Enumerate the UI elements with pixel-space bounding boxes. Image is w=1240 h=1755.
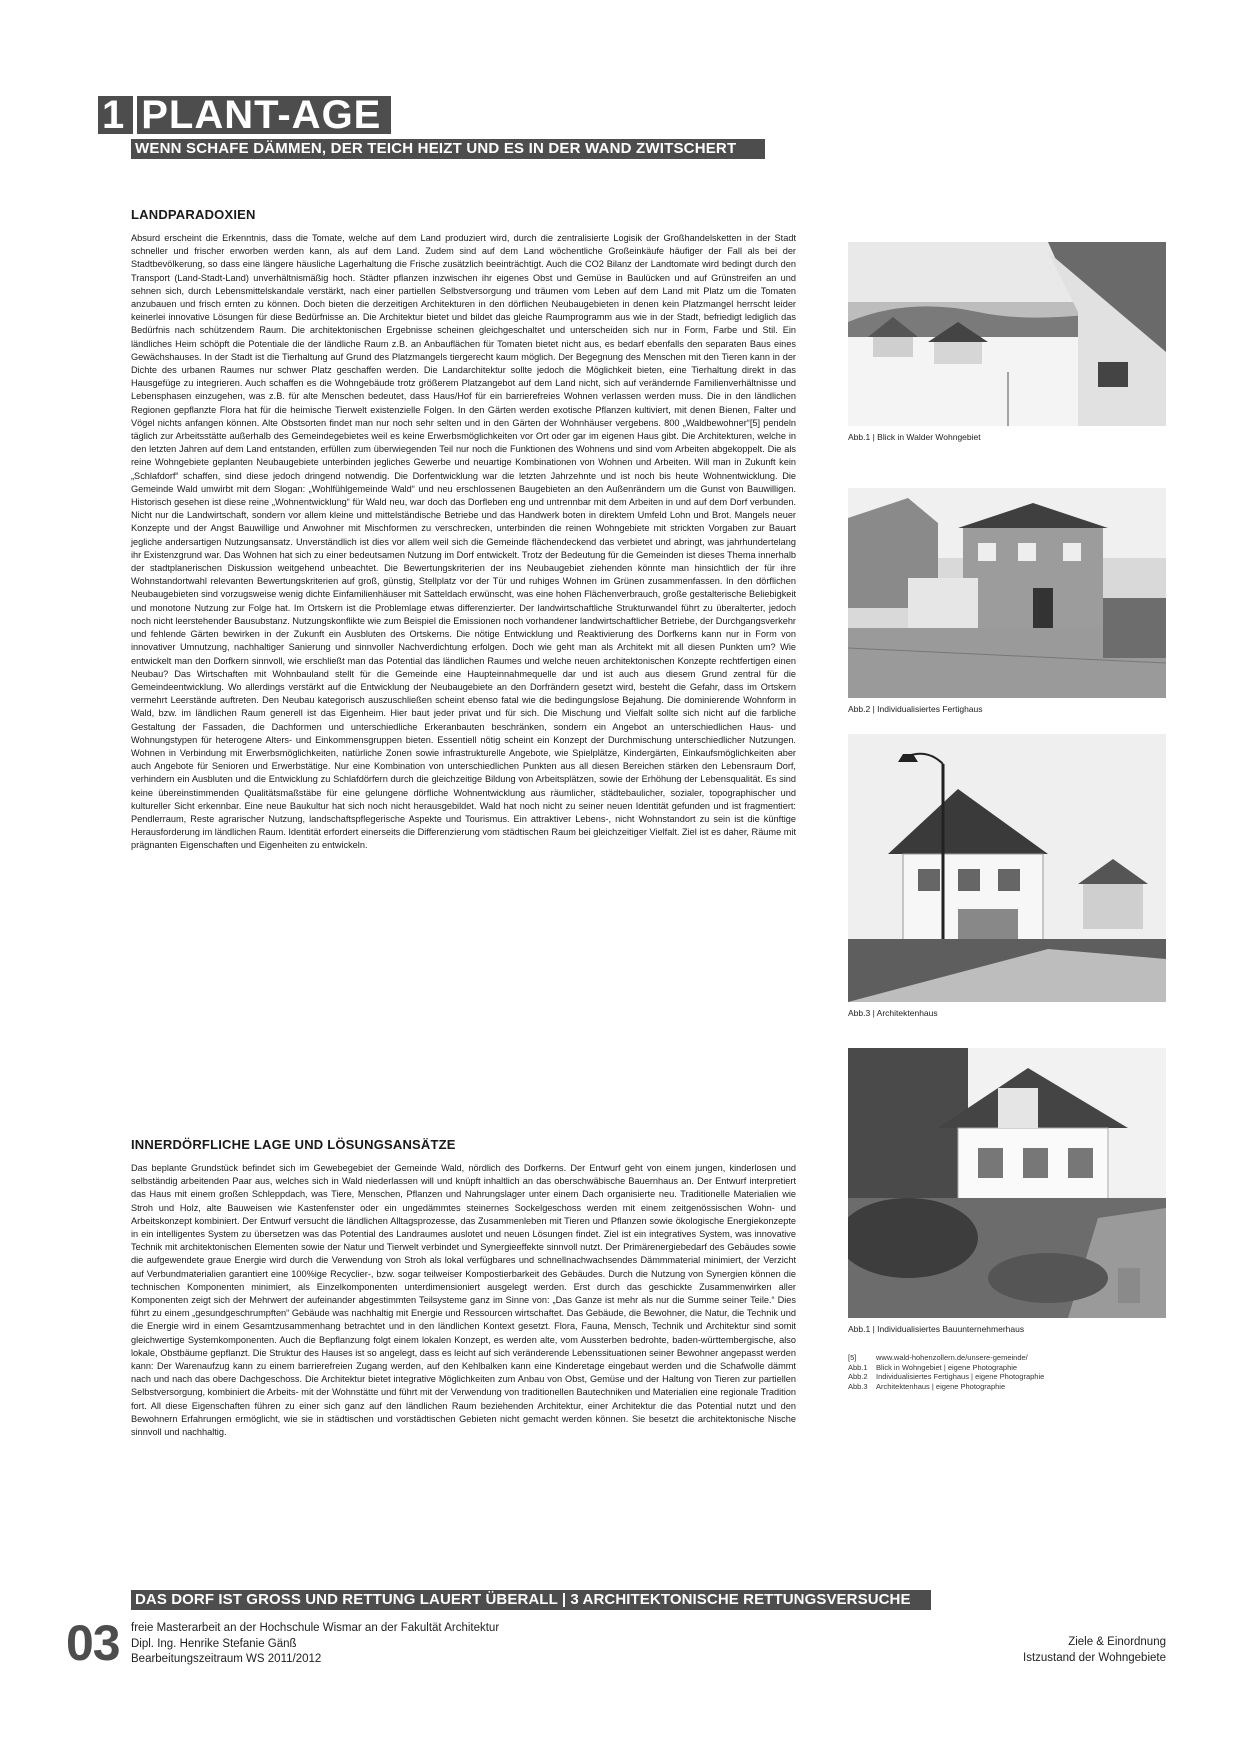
page-number: 03 [66, 1615, 120, 1671]
footer-author-line: Dipl. Ing. Henrike Stefanie Gänß [131, 1637, 297, 1650]
section-body-loesungsansaetze: Das beplante Grundstück befindet sich im Gewebegebiet der Gemeinde Wald, nördlich des Dorfkerns. Der Entwurf geht von einem jungen, kinderlosen und selbständig arbeitenden Paar aus, welches sich in Wald niederlassen will und knüpft inhaltlich an das oberschwäbische Bauernhaus an. Der Entwurf interpretiert das Haus mit einem großen Schleppdach, was Tiere, Menschen, Pflanzen und Nahrungslager unter einem Dach organisierte neu. Traditionelle Materialien wie Stroh und Holz, alte Bauweisen wie Kastenfenster oder ein ungedämmtes steinernes Sockelgeschoss werden mit einem zeitgenössischen Wohn- und Arbeitskonzept kombiniert. Der Entwurf versucht die ländlichen Alltagsprozesse, das Zusammenleben mit Tieren und Pflanzen sowie ökologische Energiekonzepte in ein intelligentes System zu übersetzen was das Potential des Landraumes auslotet und neuen Lösungen findet. Ziel ist ein integratives System, was innovative Technik mit architektonischen Elementen sowie der Natur und Tierwelt verbindet und Synergieeffekte sinnvoll nutzt. Der Primärenergiebedarf des Gebäudes sowie die aufgewendete graue Energie wird durch die Verwendung von Stroh als lokal verfügbares und schnellnachwachsendes Dämmmaterial minimiert, der Verzicht auf Verbundmaterialien garantiert eine 100%ige Recyclier-, bzw. sogar teilweiser Kompostierbarkeit des Gebäudes. Durch die Nutzung von Synergien können die technischen Komponenten minimiert, als Einzelkomponenten unterdimensioniert ausgelegt werden. Erst durch das geschickte Zusammenwirken aller Komponenten zeigt sich der Mehrwert der aufeinander abgestimmten Teilsysteme ganz im Sinne von: „Das Ganze ist mehr als nur die Summe seiner Teile.“ Dies führt zu einem „gesundgeschrumpften“ Gebäude was nachhaltig mit Energie und Ressourcen wirtschaftet. Das Gebäude, die Bewohner, die Natur, die Technik und die Energie wird in einem Gesamtzusammenhang betrachtet und in den ländlichen Kontext gesetzt. Flora, Fauna, Mensch, Technik und Architektur sind somit gleichwertige Systemkomponenten. Auch die Bepflanzung folgt einem lokalen Konzept, es werden alte, vom Aussterben bedrohte, baden-württembergische, also lokale, Obstbäume gepflanzt. Die Struktur des Hauses ist so angelegt, dass es leicht auf sich veränderende Lebenssituationen seiner Bewohner angepasst werden kann: Der Warenaufzug kann zu einem barrierefreien Zugang werden, auf den Kehlbalken kann eine Kinderetage eingebaut werden und die Schafwolle dämmt nach und nach das obere Dachgeschoss. Die Architektur bietet integrative Möglichkeiten zum Anbau von Obst, Gemüse und der Haltung von Tieren zur partiellen Selbstversorgung, kombiniert die Arbeits- mit der Wohnstätte und führt mit der Verwendung von traditionellen Bautechniken und Materialien eine regionale Tradition fort. All diese Eigenschaften führen zu einer sich ganz auf den ländlichen Raum beziehenden Architektur, einer Architektur die das Potential nutzt und den Bewohnern Erfahrungen ermöglicht, wie sie in städtischen und vorstädtischen Gebieten nicht gemacht werden können. Sie besetzt die architektonische Nische sinnvoll und nachhaltig. [131, 1163, 796, 1438]
caption-abb2: Abb.2 | Individualisiertes Fertighaus [848, 704, 983, 714]
caption-abb1-bauunternehmerhaus: Abb.1 | Individualisiertes Bauunternehmerhaus [848, 1324, 1025, 1334]
chapter-number: 1 [102, 92, 126, 137]
reference-item: Abb.1 Blick in Wohngebiet | eigene Photographie [848, 1362, 1018, 1372]
chapter-title: PLANT-AGE [141, 92, 382, 137]
photo-bauunternehmerhaus [848, 1048, 1166, 1318]
reference-item: [5] www.wald-hohenzollern.de/unsere-gemeinde/ [848, 1353, 1028, 1362]
photo-fertighaus [848, 488, 1166, 698]
chapter-subtitle: WENN SCHAFE DÄMMEN, DER TEICH HEIZT UND ES IN DER WAND ZWITSCHERT [131, 139, 765, 159]
caption-abb3: Abb.3 | Architektenhaus [848, 1008, 938, 1018]
photo-architektenhaus [848, 734, 1166, 1002]
reference-item: Abb.2 Individualisiertes Fertighaus | eigene Photographie [848, 1372, 1045, 1381]
footer-period-line: Bearbeitungszeitraum WS 2011/2012 [131, 1653, 322, 1665]
caption-abb1: Abb.1 | Blick in Walder Wohngebiet [848, 432, 981, 442]
footer-info-right [1023, 1635, 1166, 1666]
footer-thesis-line: freie Masterarbeit an der Hochschule Wismar an der Fakultät Architektur [131, 1622, 500, 1634]
section-heading-loesungsansaetze: INNERDÖRFLICHE LAGE UND LÖSUNGSANSÄTZE [131, 1137, 456, 1152]
footer-chapter-line: Ziele & Einordnung [1068, 1636, 1166, 1648]
section-body-landparadoxien: Absurd erscheint die Erkenntnis, dass die Tomate, welche auf dem Land produziert wird, durch die zentralisierte Logisik der Großhandelsketten in der Stadt schneller und frischer erworben werden kann, als auf dem Land. Zudem sind auf dem Land wöchentliche Großeinkäufe häufiger der Fall als bei der Stadtbevölkerung, so dass eine längere häusliche Lagerhaltung die Frische zusätzlich beeinträchtigt. Auch die CO2 Bilanz der Landtomate wird bedingt durch den Transport (Land-Stadt-Land) unverhältnismäßig hoch. Städter pflanzen inzwischen ihr eigenes Obst und Gemüse in Baulücken und auf Grünstreifen an und sehnen sich, durch Lebensmittelskandale verstärkt, nach einer partiellen Selbstversorgung und träumen vom Leben auf dem Land mit Platz um die Tomaten anzubauen und frisch ernten zu können. Doch bieten die derzeitigen Architekturen in den dörflichen Neubaugebieten in denen kein Platzmangel herrscht leider keinerlei innovative Lösungen für diese Bedürfnisse an. Die Architektur bietet und bildet das gleiche Raumprogramm aus wie in der Stadt, befriedigt lediglich das Bedürfnis nach schützendem Raum. Die architektonischen Ergebnisse scheinen gleichgeschaltet und unterscheiden sich nur in Form, Farbe und Stil. Ein ländliches Heim schöpft die Potentiale die der ländliche Raum z.B. an Anbauflächen für Tomaten bietet nicht aus, es bedarf ebenfalls den separaten Baus eines Gewächshauses. In der Stadt ist die Tierhaltung auf Grund des Platzmangels tiergerecht kaum möglich. Der Begegnung des Menschen mit den Tieren kann in der Dichte des urbanen Raumes nur schwer Platz geschaffen werden. Die Landarchitektur sollte jedoch die Möglichkeit bieten, eine Tierhaltung direkt in das Hausgefüge zu integrieren. Auch schaffen es die Wohngebäude trotz größerem Platzangebot auf dem Land nicht, sich auf verändernde Familienverhältnisse und Lebensphasen einzugehen, was z.B. für alte Menschen bedeutet, dass Haus/Hof für ein barrierefreies Wohnen verlassen werden muss. Die in den ländlichen Regionen gepflanzte Flora hat für die heimische Tierwelt existenzielle Folgen. In den Gärten werden exotische Pflanzen kultiviert, mit denen Bienen, Falter und Vögel nichts anfangen können. Alte Obstsorten findet man nur noch sehr selten und in den Gärten der Wohnhäuser vergebens. 800 „Waldbewohner“[5] pendeln täglich zur Arbeitsstätte außerhalb des Gemeindegebietes weil es keine Erwerbsmöglichkeiten vor Ort oder gar im eigenen Haus gibt. Die Architekturen, welche in den letzten Jahren auf dem Land entstanden, erfüllen zum überwiegenden Teil nur noch die Funktionen des Wohnens und sind vom Arbeiten abgekoppelt. Die als reine Wohngebiete geplanten Neubaugebiete unterbinden jegliches Gewerbe und neuartige Kombinationen von Wohnen und Arbeiten. Will man in Zukunft kein „Schlafdorf“ schaffen, sind diese jedoch dringend notwendig. Die Dorfentwicklung war die letzten Jahrzehnte und ist noch bis heute Wohnentwicklung. Die Gemeinde Wald umwirbt mit dem Slogan: „Wohlfühlgemeinde Wald“ und neu erschlossenen Baugebieten an den Außenrändern um die Gunst von Bauwilligen. Historisch gesehen ist diese reine „Wohnentwicklung“ für Wald neu, war doch das Dorfleben eng und untrennbar mit dem Arbeiten in und auf dem Dorf verbunden. Nicht nur die Landwirtschaft, sondern vor allem kleine und mittelständische Betriebe und das Handwerk boten in direktem Umfeld Lohn und Brot. Mangels neuer Konzepte und der Angst Bauwillige und Anwohner mit Mischformen zu verschrecken, unterbinden die reinen Wohngebiete mit strickten Vorgaben zur Bauart jegliche andersartigen Nutzungsansatz. Unverständlich ist dies vor allem weil sich die Gemeinde flächendeckend das verbietet und abringt, was jahrhundertelang ihr Existenzgrund war. Das Wohnen hat sich zu einer bedeutsamen Nutzung im Dorf entwickelt. Trotz der Bedeutung für die Gemeinden ist dieses Thema innerhalb der stadtplanerischen Diskussion weitgehend unbeachtet. Die Bewertungskriterien der ins Neubaugebiet ziehenden könnte man hinsichtlich der für ihre Wohnstandortwahl relevanten Bewertungskriterien auf groß, günstig, Stellplatz vor der Tür und ruhiges Wohnen im Grünen zusammenfassen. In den dörflichen Neubaugebieten sind vorzugsweise wenig dichte Einfamilienhäuser mit Satteldach erwünscht, was eine hohen Flächenverbrauch, große gestalterische Beliebigkeit und monotone Nutzung zur Folge hat. Im Ortskern ist die Problemlage etwas differenzierter. Der landwirtschaftliche Strukturwandel führt zu überalterter, jedoch noch nicht leerstehender Bausubstanz. Nutzungskonflikte wie zum Beispiel die Emissionen noch vorhandener landwirtschaftlicher Betriebe, der Durchgangsverkehr und fehlende Gärten bewirken in der Zukunft ein Ausbluten des Ortskerns. Die nötige Entwicklung und Reaktivierung des Dorfkerns kann nur in Form von innovativer Umnutzung, nachhaltiger Sanierung und sinnvoller Nachverdichtung erfolgen. Doch wie geht man als Architekt mit all diesen Punkten um? Wie entwickelt man den Dorfkern sinnvoll, wie erschließt man das Potential das ländlichen Raumes und welche neuen architektonischen Konzepte rechtfertigen einen Neubau? Das Wirtschaften mit Wohnbauland stellt für die Gemeinde eine Haupteinnahmequelle dar und ist auch aus diesem Grund zentral für die Gemeindeentwicklung. Wo allerdings verstärkt auf die Entwicklung der Neubaugebiete an den Dorfrändern gesetzt wird, besteht die Gefahr, dass im Ortskern vermehrt Leerstände auftreten. Den Neubau kategorisch auszuschließen scheint ebenso fatal wie die bedingungslose Bejahung. Die dominierende Wohnform in Wald, bzw. im ländlichen Raum generell ist das Eigenheim. Hier baut jeder privat und für sich. Die Mischung und Vielfalt sollte sich nicht auf die farbliche Gestaltung der Fassaden, die Dachformen und unterschiedliche Erkeranbauten beschränken, sondern ein Angebot an unterschiedlichen Haus- und Wohnungstypen für heterogene Alters- und Einkommensgruppen bieten. Essentiell nötig scheint ein Konzept der Durchmischung unterschiedlicher Nutzungen. Wohnen in Verbindung mit Erwerbsmöglichkeiten, natürliche Zonen sowie infrastrukturelle Angebote, wie Spielplätze, Kindergärten, Einkaufsmöglichkeiten aber auch Angebote für Senioren und Erwerbstätige. Nur eine Kombination von unterschiedlichen Punkten aus all diesen Bereichen stärken den Lebensraum Dorf, verhindern ein Ausbluten und die Entwicklung zu Schlafdörfern durch die gleichzeitige Bildung von Arbeitsplätzen, sowie der Erhöhung der Lebensqualität. Es sind keine übereinstimmenden Qualitätsmaßstäbe für eine gelungene dörfliche Wohnentwicklung aus räumlicher, städtebaulicher, sozialer, topographischer und kultureller Sicht erkennbar. Eine neue Baukultur hat sich noch nicht herausgebildet. Wald hat noch nicht zu seiner neuen Identität gefunden und ist fragmentiert: Pendlerraum, Reste agrarischer Nutzung, landschaftspflegerische Aspekte und Tourismus. Ein attraktiver Lebens-, nicht Wohnstandort zu sein ist die künftige Herausforderung im ländlichen Raum. Identität erfordert einerseits die Differenzierung vom städtischen Raum bei gleichzeitiger Vielfalt. Ziel ist es daher, Räume mit prägnanten Eigenschaften und Eigenheiten zu entwickeln. [131, 233, 796, 851]
footer-title-bar: DAS DORF IST GROSS UND RETTUNG LAUERT ÜBERALL | 3 ARCHITEKTONISCHE RETTUNGSVERSUCHE [131, 1590, 931, 1610]
title-divider [133, 96, 137, 134]
chapter-title-bar [98, 92, 391, 137]
section-heading-landparadoxien: LANDPARADOXIEN [131, 207, 256, 222]
footer-info-left [131, 1621, 499, 1668]
footer-section-line: Istzustand der Wohngebiete [1023, 1651, 1166, 1664]
photo-walder-wohngebiet [848, 242, 1166, 426]
reference-list [848, 1353, 1044, 1391]
reference-item: Abb.3 Architektenhaus | eigene Photographie [848, 1381, 1006, 1391]
